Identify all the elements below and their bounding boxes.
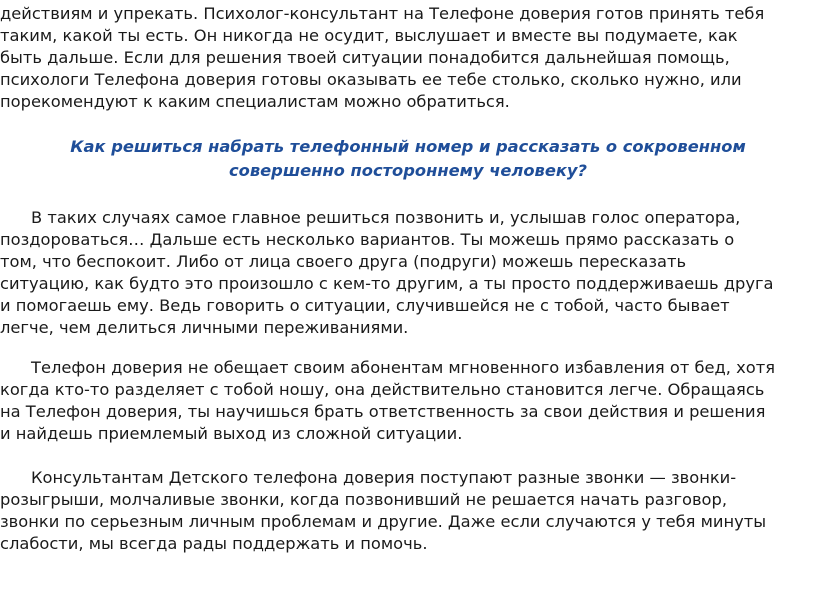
para2-line-1: Телефон доверия не обещает своим абонентам мгновенного избавления от бед, хотя xyxy=(31,358,776,377)
paragraph-1 xyxy=(0,207,816,339)
para3-line-4: слабости, мы всегда рады поддержать и помочь. xyxy=(0,534,428,553)
paragraph-3 xyxy=(0,467,816,555)
intro-line-3: быть дальше. Если для решения твоей ситуации понадобится дальнейшая помощь, xyxy=(0,48,730,67)
para1-line-3: том, что беспокоит. Либо от лица своего друга (подруги) можешь пересказать xyxy=(0,252,687,271)
para2-line-4: и найдешь приемлемый выход из сложной ситуации. xyxy=(0,424,463,443)
para2-line-3: на Телефон доверия, ты научишься брать ответственность за свои действия и решения xyxy=(0,402,766,421)
intro-line-1: действиям и упрекать. Психолог-консультант на Телефоне доверия готов принять тебя xyxy=(0,4,765,23)
intro-line-5: порекомендуют к каким специалистам можно обратиться. xyxy=(0,92,510,111)
para1-line-4: ситуацию, как будто это произошло с кем-то другим, а ты просто поддерживаешь друга xyxy=(0,274,774,293)
para3-line-1: Консультантам Детского телефона доверия поступают разные звонки — звонки- xyxy=(31,468,737,487)
intro-line-4: психологи Телефона доверия готовы оказывать ее тебе столько, сколько нужно, или xyxy=(0,70,742,89)
para1-line-2: поздороваться… Дальше есть несколько вариантов. Ты можешь прямо рассказать о xyxy=(0,230,735,249)
heading-line-1: Как решиться набрать телефонный номер и рассказать о сокровенном xyxy=(70,137,746,156)
para3-line-3: звонки по серьезным личным проблемам и другие. Даже если случаются у тебя минуты xyxy=(0,512,767,531)
para1-line-6: легче, чем делиться личными переживаниями. xyxy=(0,318,409,337)
intro-line-2: таким, какой ты есть. Он никогда не осудит, выслушает и вместе вы подумаете, как xyxy=(0,26,738,45)
para1-line-5: и помогаешь ему. Ведь говорить о ситуации, случившейся не с тобой, часто бывает xyxy=(0,296,730,315)
section-heading xyxy=(0,135,816,183)
intro-paragraph xyxy=(0,3,816,113)
heading-line-2: совершенно постороннему человеку? xyxy=(229,161,587,180)
para3-line-2: розыгрыши, молчаливые звонки, когда позвонивший не решается начать разговор, xyxy=(0,490,728,509)
para1-line-1: В таких случаях самое главное решиться позвонить и, услышав голос оператора, xyxy=(31,208,741,227)
paragraph-2 xyxy=(0,357,816,445)
para2-line-2: когда кто-то разделяет с тобой ношу, она действительно становится легче. Обращаясь xyxy=(0,380,765,399)
